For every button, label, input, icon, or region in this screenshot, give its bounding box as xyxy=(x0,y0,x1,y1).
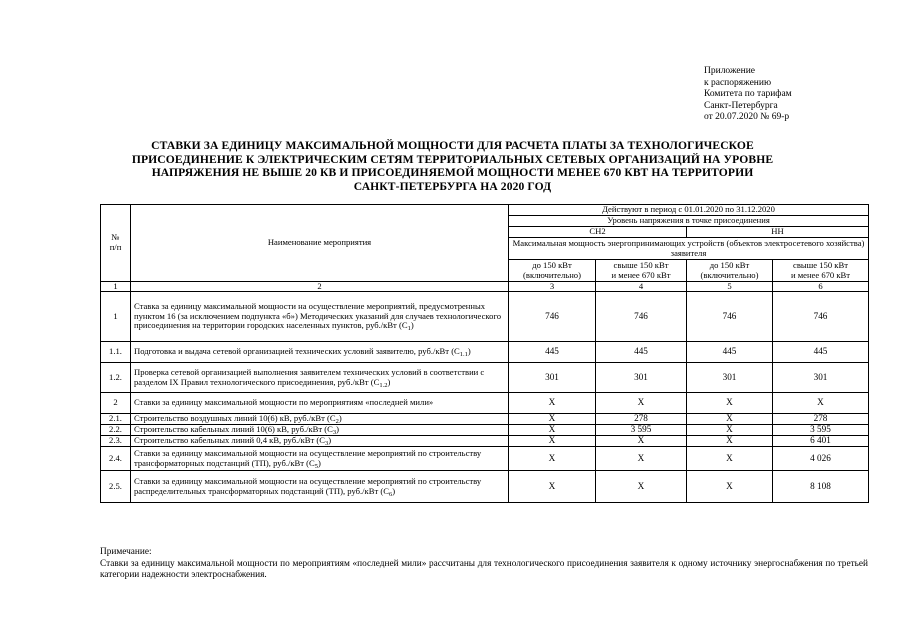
appendix-line: Санкт-Петербурга xyxy=(704,100,778,111)
table-row xyxy=(101,471,869,503)
row-name xyxy=(131,425,509,436)
header-period: Действуют в период с 01.01.2020 по 31.12.2020 xyxy=(509,205,869,216)
row-name-text: Строительство кабельных линий 10(6) кВ, руб./кВт (C xyxy=(134,424,333,435)
header-name: Наименование мероприятия xyxy=(131,205,509,282)
rate-value: 746 xyxy=(773,292,869,342)
rate-value: 445 xyxy=(687,342,773,363)
table-row xyxy=(101,414,869,425)
rate-value: X xyxy=(687,393,773,414)
header-voltage-level: Уровень напряжения в точке присоединения xyxy=(509,216,869,227)
rate-value: 278 xyxy=(596,414,687,425)
column-number: 1 xyxy=(101,282,131,292)
row-name-subscript: 1.1 xyxy=(459,351,468,359)
header-max-power: Максимальная мощность энергопринимающих устройств (объектов электросетевого хозяйства) заявителя xyxy=(509,238,869,260)
rate-value: X xyxy=(509,436,596,447)
rate-value: X xyxy=(687,471,773,503)
rate-value: 445 xyxy=(509,342,596,363)
row-number: 1.1. xyxy=(101,342,131,363)
row-name-text: Ставка за единицу максимальной мощности на осуществление мероприятий, предусмотренных пунктом 16 (за исключением подпункта «б») Методических указаний для случаев технологического присоединения на территории городских населенных пунктов, руб./кВт (C xyxy=(134,301,502,331)
row-name-tail: ) xyxy=(387,376,391,387)
row-name-text: Проверка сетевой организацией выполнения заявителем технических условий в соответствии с разделом IX Правил технологического присоединения, руб./кВт (C xyxy=(134,366,485,387)
row-name-tail: ) xyxy=(338,413,342,424)
appendix-line: Приложение xyxy=(704,66,755,76)
row-number: 2.5. xyxy=(101,471,131,503)
column-number: 2 xyxy=(131,282,509,292)
rate-value: 301 xyxy=(596,363,687,393)
row-name xyxy=(131,363,509,393)
row-number: 2.1. xyxy=(101,414,131,425)
table-row xyxy=(101,393,869,414)
row-name xyxy=(131,447,509,471)
rate-value: 8 108 xyxy=(773,471,869,503)
rate-value: 746 xyxy=(687,292,773,342)
note-block xyxy=(100,547,868,582)
row-name-tail: ) xyxy=(467,346,471,357)
header-subcol: до 150 кВт (включительно) xyxy=(509,260,596,282)
row-name-subscript: 6 xyxy=(388,490,393,498)
rate-value: 746 xyxy=(596,292,687,342)
table-body xyxy=(101,292,869,503)
row-name-text: Строительство воздушных линий 10(6) кВ, руб./кВт (C xyxy=(134,413,336,424)
rate-value: X xyxy=(509,425,596,436)
row-name-text: Подготовка и выдача сетевой организацией технических условий заявителю, руб./кВт (C xyxy=(134,346,460,357)
title-line: ПРИСОЕДИНЕНИЕ К ЭЛЕКТРИЧЕСКИМ СЕТЯМ ТЕРРИТОРИАЛЬНЫХ СЕТЕВЫХ ОРГАНИЗАЦИЙ НА УРОВНЕ xyxy=(131,152,774,166)
row-name-subscript: 3 xyxy=(332,429,337,436)
row-name-subscript: 1.2 xyxy=(379,381,388,389)
row-name-text: Строительство кабельных линий 0,4 кВ, руб./кВт (C xyxy=(134,435,326,446)
rate-value: 301 xyxy=(509,363,596,393)
row-name xyxy=(131,393,509,414)
row-name-text: Ставки за единицу максимальной мощности на осуществление мероприятий по строительству распределительных трансформаторных подстанций (ТП), руб./кВт (C xyxy=(134,475,482,496)
row-name-text: Ставки за единицу максимальной мощности на осуществление мероприятий по строительству трансформаторных подстанций (ТП), руб./кВт (C xyxy=(134,447,482,468)
rate-value: X xyxy=(596,471,687,503)
rate-value: X xyxy=(509,447,596,471)
header-subcol: свыше 150 кВт и менее 670 кВт xyxy=(596,260,687,282)
row-name-tail: ) xyxy=(318,457,321,468)
row-name xyxy=(131,292,509,342)
rate-value: X xyxy=(509,414,596,425)
rate-value: X xyxy=(687,414,773,425)
row-name-subscript: 5 xyxy=(314,462,319,470)
row-name xyxy=(131,471,509,503)
rates-table xyxy=(100,204,869,503)
header-subcol: свыше 150 кВт и менее 670 кВт xyxy=(773,260,869,282)
row-name xyxy=(131,414,509,425)
header-subcol: до 150 кВт (включительно) xyxy=(687,260,773,282)
row-name-subscript: 2 xyxy=(335,418,339,425)
title-line: САНКТ-ПЕТЕРБУРГА НА 2020 ГОД xyxy=(353,179,552,193)
row-name xyxy=(131,342,509,363)
rate-value: 3 595 xyxy=(596,425,687,436)
rate-value: X xyxy=(509,393,596,414)
header-num: № п/п xyxy=(101,205,131,282)
rate-value: X xyxy=(596,436,687,447)
row-name-subscript: 1 xyxy=(407,325,411,333)
row-name-subscript: 3 xyxy=(325,440,329,447)
appendix-line: Комитета по тарифам xyxy=(704,89,792,100)
row-name xyxy=(131,436,509,447)
rate-value: X xyxy=(687,447,773,471)
rate-value: 4 026 xyxy=(773,447,869,471)
document-title xyxy=(60,139,845,193)
title-line: НАПРЯЖЕНИЯ НЕ ВЫШЕ 20 КВ И ПРИСОЕДИНЯЕМОЙ МОЩНОСТИ МЕНЕЕ 670 КВТ НА ТЕРРИТОРИИ xyxy=(151,166,754,179)
note-text: Ставки за единицу максимальной мощности по мероприятиям «последней мили» рассчитаны для технологического присоединения заявителя к одному источнику энергоснабжения по третьей категории надежности электроснабжения. xyxy=(100,558,868,581)
table-row xyxy=(101,436,869,447)
table-row xyxy=(101,447,869,471)
row-number: 2.4. xyxy=(101,447,131,471)
appendix-block xyxy=(704,66,792,124)
column-number: 4 xyxy=(596,282,687,292)
title-line: СТАВКИ ЗА ЕДИНИЦУ МАКСИМАЛЬНОЙ МОЩНОСТИ ДЛЯ РАСЧЕТА ПЛАТЫ ЗА ТЕХНОЛОГИЧЕСКОЕ xyxy=(151,139,754,152)
rate-value: X xyxy=(596,447,687,471)
rate-value: 301 xyxy=(773,363,869,393)
rate-value: X xyxy=(509,471,596,503)
column-number: 3 xyxy=(509,282,596,292)
rate-value: X xyxy=(687,425,773,436)
rate-value: 445 xyxy=(773,342,869,363)
row-number: 2.3. xyxy=(101,436,131,447)
row-name-tail: ) xyxy=(328,435,332,446)
table-row xyxy=(101,425,869,436)
row-number: 1 xyxy=(101,292,131,342)
rate-value: 3 595 xyxy=(773,425,869,436)
header-ch2: СН2 xyxy=(509,227,687,238)
rate-value: 746 xyxy=(509,292,596,342)
row-number: 2 xyxy=(101,393,131,414)
rate-value: X xyxy=(596,393,687,414)
row-number: 1.2. xyxy=(101,363,131,393)
table-row xyxy=(101,342,869,363)
row-name-tail: ) xyxy=(410,320,414,331)
rate-value: 301 xyxy=(687,363,773,393)
row-name-tail: ) xyxy=(336,424,340,435)
appendix-line: от 20.07.2020 № 69-р xyxy=(704,112,790,123)
rate-value: 445 xyxy=(596,342,687,363)
header-nn: НН xyxy=(687,227,869,238)
appendix-line: к распоряжению xyxy=(704,77,772,88)
row-name-text: Ставки за единицу максимальной мощности по мероприятиям «последней мили» xyxy=(134,397,434,408)
rate-value: X xyxy=(773,393,869,414)
table-row xyxy=(101,292,869,342)
note-heading: Примечание: xyxy=(100,547,152,557)
rate-value: X xyxy=(687,436,773,447)
column-number: 6 xyxy=(773,282,869,292)
row-name-tail: ) xyxy=(392,485,396,496)
row-number: 2.2. xyxy=(101,425,131,436)
column-number: 5 xyxy=(687,282,773,292)
rate-value: 6 401 xyxy=(773,436,869,447)
table-row xyxy=(101,363,869,393)
rate-value: 278 xyxy=(773,414,869,425)
